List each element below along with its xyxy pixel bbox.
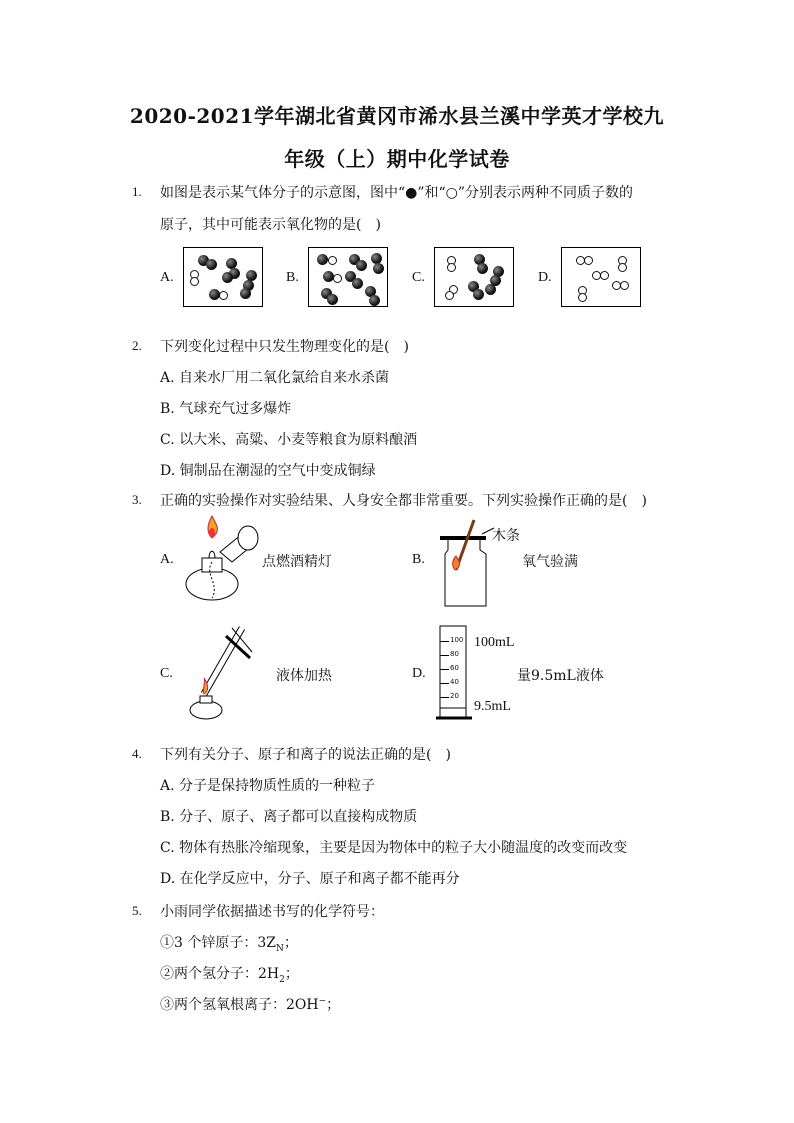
q3-option-a-label: A.: [160, 552, 174, 567]
q4-option-d: D. 在化学反应中，分子、原子和离子都不能再分: [160, 871, 460, 887]
cylinder-tick-label: 40: [450, 678, 459, 686]
q1-text-line2: 原子，其中可能表示氧化物的是( ): [160, 217, 381, 233]
q4-option-a: A. 分子是保持物质性质的一种粒子: [160, 778, 376, 794]
q4-option-b: B. 分子、原子、离子都可以直接构成物质: [160, 809, 418, 825]
q2-number: 2.: [132, 338, 142, 353]
q1-option-d-label: D.: [538, 270, 552, 285]
q1-molecule-diagram-a: [183, 247, 263, 307]
q5-item-1: ①3 个锌原子：$3Z_N$；: [160, 935, 298, 954]
q2-text: 下列变化过程中只发生物理变化的是( ): [160, 339, 409, 355]
q4-text: 下列有关分子、原子和离子的说法正确的是( ): [160, 747, 451, 763]
q2-option-a: A. 自来水厂用二氧化氯给自来水杀菌: [160, 370, 390, 386]
q1-text-line1: 如图是表示某气体分子的示意图，图中“●”和“○”分别表示两种不同质子数的: [160, 185, 634, 201]
cylinder-tick-label: 100: [450, 636, 464, 644]
cylinder-tick-label: 60: [450, 664, 459, 672]
cylinder-tick-label: 20: [450, 692, 459, 700]
q1-option-a-label: A.: [160, 270, 174, 285]
cylinder-tick-mark: [440, 641, 449, 642]
cylinder-tick-mark: [440, 669, 449, 670]
q5-number: 5.: [132, 903, 142, 918]
q1-molecule-diagram-b: [308, 247, 388, 307]
q2-option-b: B. 气球充气过多爆炸: [160, 401, 292, 417]
q3-option-d-label: D.: [412, 666, 426, 681]
q3-text: 正确的实验操作对实验结果、人身安全都非常重要。下列实验操作正确的是( ): [160, 493, 647, 509]
exam-title-line2: 年级（上）期中化学试卷: [284, 147, 510, 171]
q3-option-b-top-caption: 木条: [492, 528, 520, 544]
q3-option-d-caption: 量9.5mL液体: [517, 668, 604, 684]
q3-option-b-caption: 氧气验满: [522, 554, 578, 570]
q3-option-c-caption: 液体加热: [276, 668, 332, 684]
q1-number: 1.: [132, 184, 142, 199]
test-tube-heating-icon: [182, 622, 266, 722]
q2-option-d: D. 铜制品在潮湿的空气中变成铜绿: [160, 463, 376, 479]
q3-option-c-label: C.: [160, 666, 173, 681]
q4-option-c: C. 物体有热胀冷缩现象，主要是因为物体中的粒子大小随温度的改变而改变: [160, 840, 628, 856]
q1-molecule-diagram-d: [561, 247, 641, 307]
exam-title-line1: 2020-2021学年湖北省黄冈市浠水县兰溪中学英才学校九: [129, 104, 665, 128]
q4-number: 4.: [132, 746, 142, 761]
cylinder-tick-mark: [440, 683, 449, 684]
q2-option-c: C. 以大米、高粱、小麦等粮食为原料酿酒: [160, 432, 418, 448]
q3-option-b-label: B.: [412, 552, 425, 567]
q1-molecule-diagram-c: [434, 247, 514, 307]
q5-item-2: ②两个氢分子：$2H_2$；: [160, 966, 299, 985]
alcohol-lamp-lighting-icon: [182, 514, 266, 606]
q5-text: 小雨同学依据描述书写的化学符号：: [160, 904, 384, 920]
q1-option-c-label: C.: [412, 270, 425, 285]
q3-option-d-bottom-caption: 9.5mL: [474, 699, 511, 714]
q3-number: 3.: [132, 492, 142, 507]
q5-item-3: ③两个氢氧根离子：2OH−；: [160, 996, 341, 1013]
q3-option-d-top-caption: 100mL: [474, 635, 515, 650]
cylinder-tick-mark: [440, 697, 449, 698]
cylinder-tick-label: 80: [450, 650, 459, 658]
q3-option-a-caption: 点燃酒精灯: [262, 554, 332, 570]
cylinder-tick-mark: [440, 655, 449, 656]
q1-option-b-label: B.: [286, 270, 299, 285]
